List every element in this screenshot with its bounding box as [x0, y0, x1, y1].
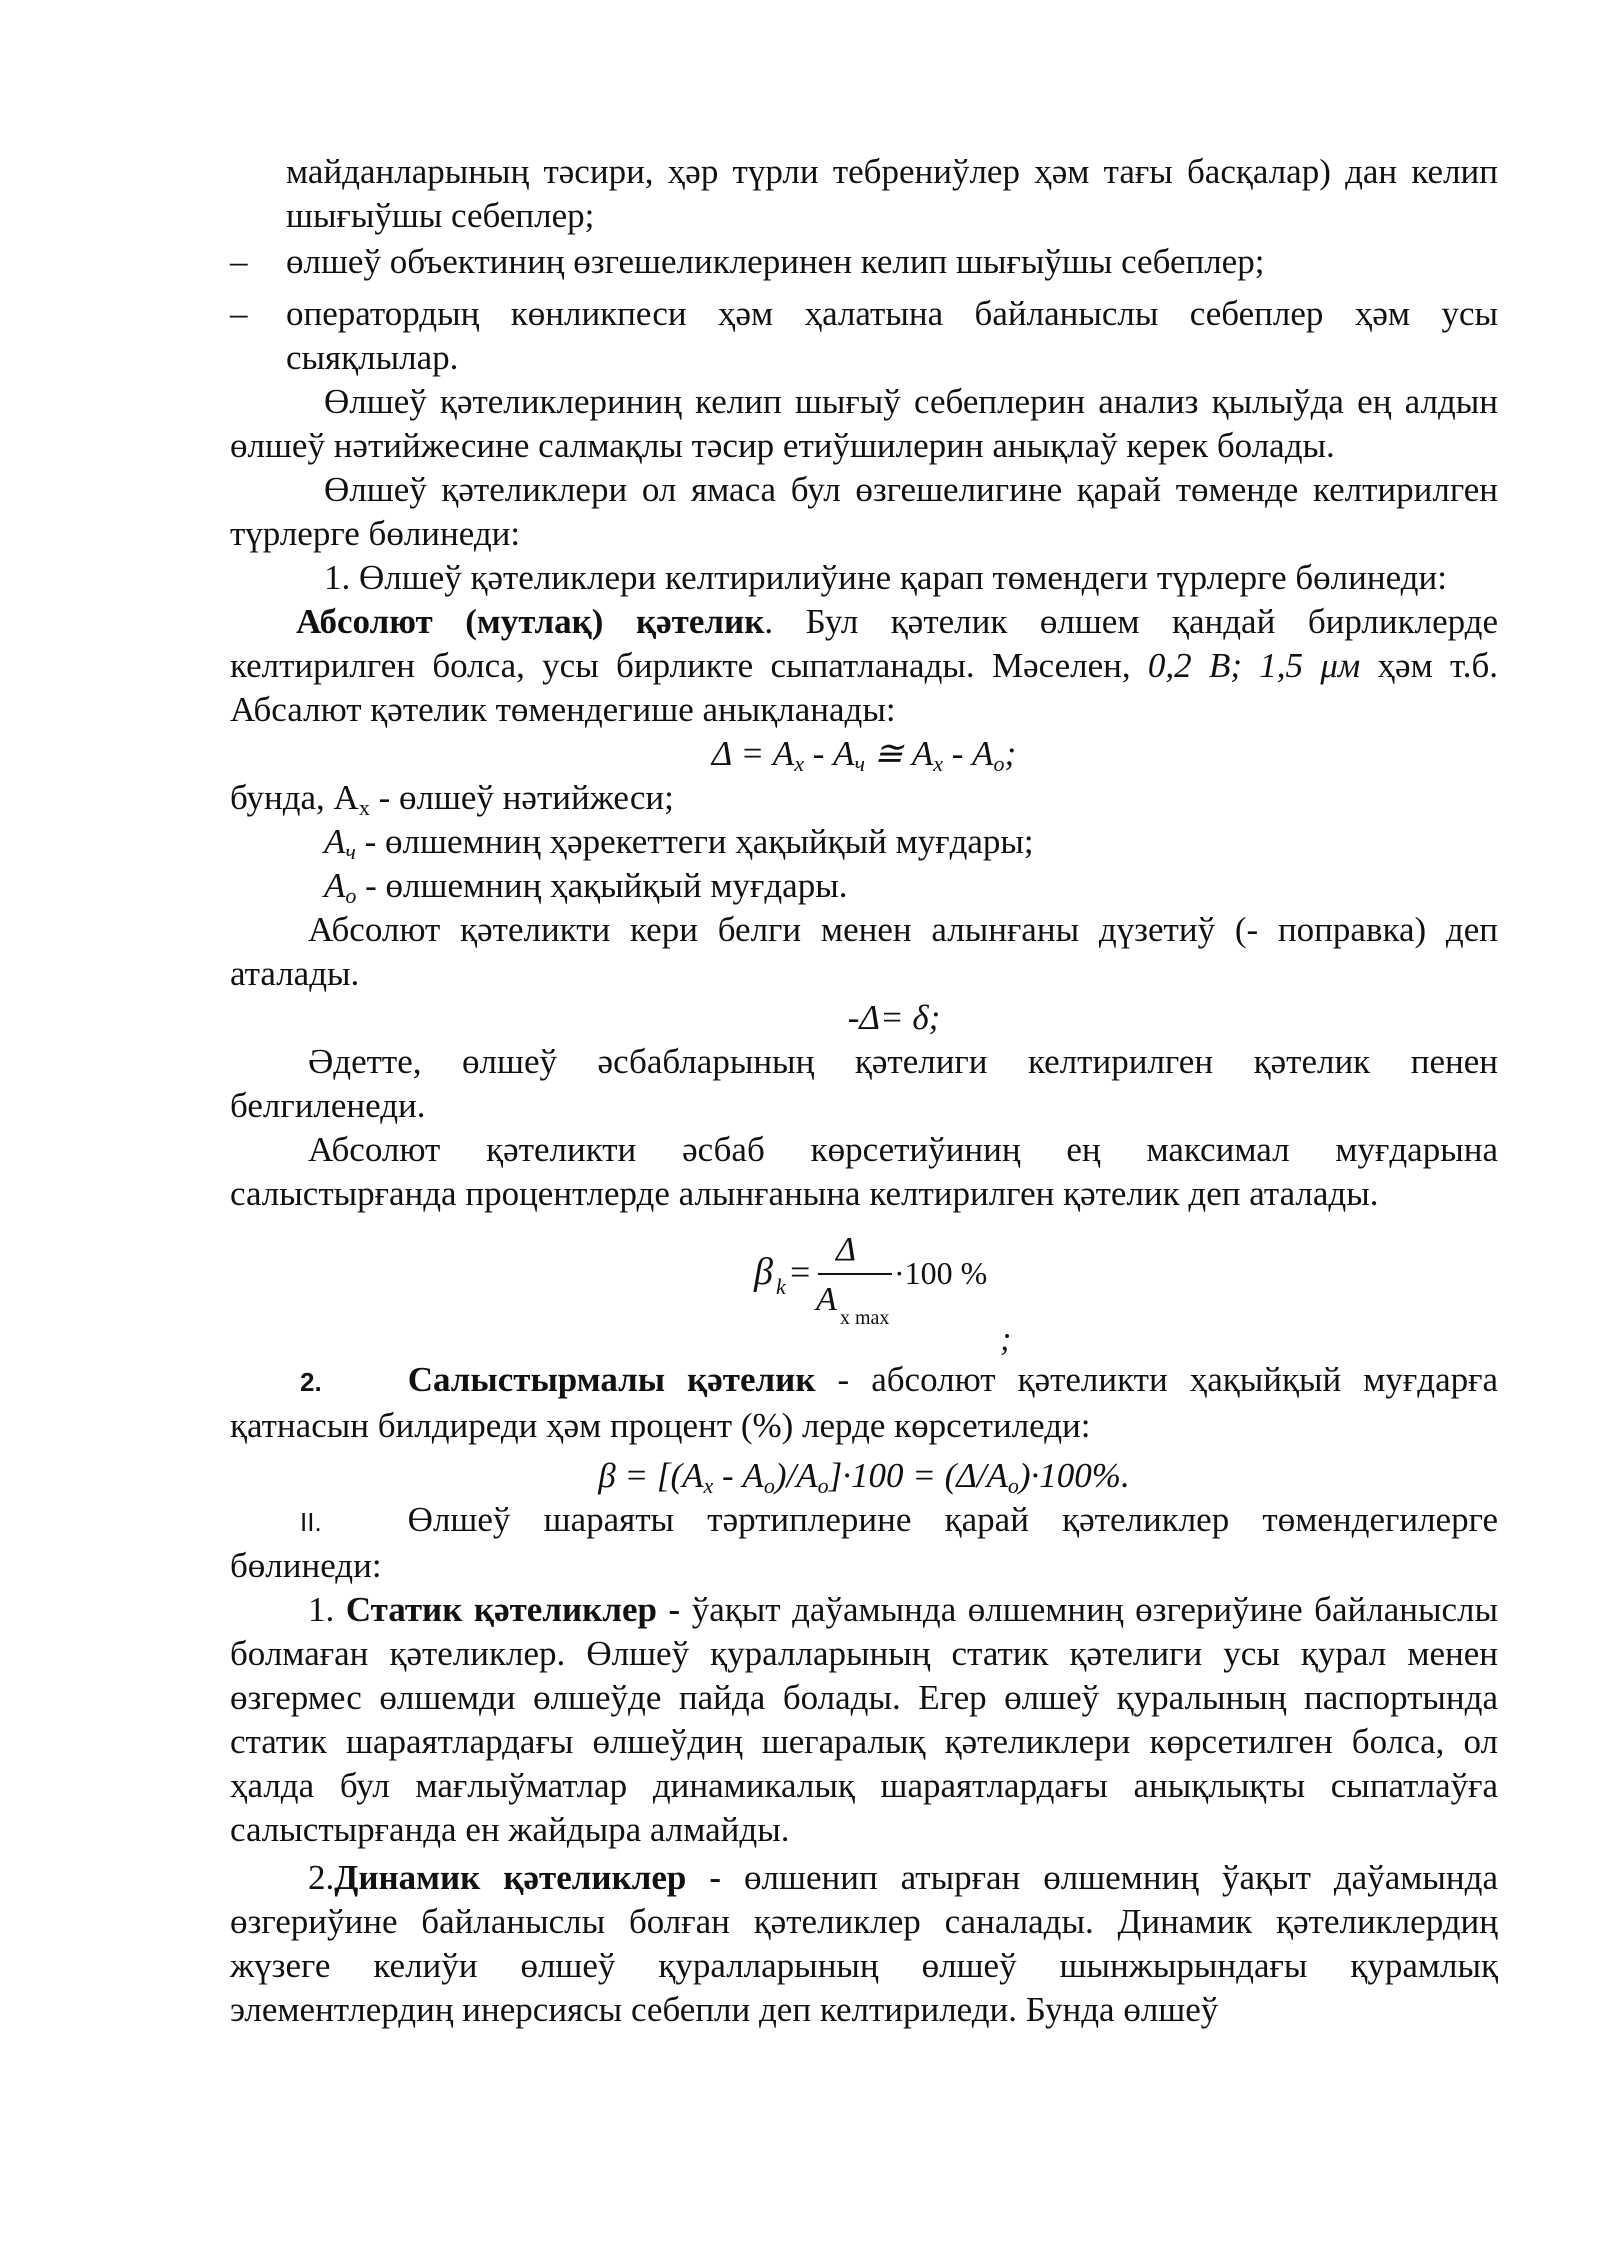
formula-part: ]·100 = (Δ/А: [828, 1456, 1008, 1495]
formula-sub: х: [358, 795, 370, 820]
text: ҳәм т.б. Абсалют қәтелик төмендегише анықланады:: [230, 646, 1499, 729]
term-absolute-error: Абсолют (мутлақ) қәтелик: [296, 602, 765, 641]
paragraph-usually: Әдетте, өлшеў әсбабларының қәтелиги келтирилген қәтелик пенен белгиленеди.: [230, 1042, 1498, 1125]
formula-part: ≅ А: [865, 734, 934, 773]
list-item: [230, 292, 1498, 380]
text: - өлшемниң ҳақыйқый муғдары.: [356, 866, 848, 905]
formula-part: - А: [713, 1456, 764, 1495]
formula-part: )/А: [774, 1456, 818, 1495]
formula-sub: о: [1007, 1473, 1019, 1498]
section-number: II.: [300, 1507, 322, 1537]
formula-relative-error: [230, 1454, 1498, 1498]
paragraph-types: Өлшеў қәтеликлери ол ямаса бул өзгешелигине қарай төменде келтирилген түрлерге бөлинеди:: [230, 470, 1498, 553]
paragraph-dynamic-errors: [230, 1856, 1498, 2032]
list-item: [230, 240, 1498, 284]
list-dash: –: [230, 242, 248, 281]
definition-ach: [230, 820, 1498, 864]
document-page: [230, 150, 1498, 2032]
formula-part: )·100%.: [1018, 1456, 1130, 1495]
formula-multiplier: ·100 %: [894, 1255, 988, 1291]
formula-denominator: A: [816, 1281, 837, 1318]
term-dynamic-errors: Динамик қәтеликлер -: [334, 1858, 722, 1897]
text: - абсолют қәтеликти ҳақыйқый муғдарға қатнасын билдиреди ҳәм процент (%) лерде көрсетиледи:: [230, 1360, 1498, 1445]
formula-sub: о: [763, 1473, 775, 1498]
example-units: 0,2 В; 1,5: [1147, 646, 1321, 685]
formula-equals: =: [790, 1252, 811, 1292]
term-relative-error: Салыстырмалы қәтелик: [407, 1360, 816, 1399]
list-item-text: оператордың көнликпеси ҳәм ҳалатына байланыслы себеплер ҳәм усы сыяқлылар.: [286, 294, 1498, 377]
symbol: А: [324, 866, 346, 905]
formula-sub: о: [817, 1473, 829, 1498]
item-number: 1.: [308, 1590, 346, 1629]
formula-sub: х: [703, 1473, 714, 1498]
text: ўақыт даўамында өлшемниң өзгериўине байланыслы болмаған қәтеликлер. Өлшеў қуралларының статик қәтелиги усы қурал менен өзгермес өлшемди өлшеўде пайда болады. Егер өлшеў қуралының паспортында статик шараятлардағы өлшеўдиң шегаралық қәтеликлери көрсетилген болса, ол ҳалда бул мағлыўматлар динамикалық шараятлардағы анықлықты сыпатлаўға салыстырғанда ен жайдыра алмайды.: [230, 1590, 1499, 1849]
list-item-text: өлшеў объектиниң өзгешеликлеринен келип шығыўшы себеплер;: [286, 242, 1265, 281]
formula-part: ;: [1004, 734, 1017, 773]
paragraph-correction: Абсолют қәтеликти кери белги менен алынғаны дүзетиў (- поправка) деп аталады.: [230, 910, 1498, 993]
formula-fraction-graphic: [750, 1224, 1030, 1358]
text: - өлшемниң ҳәрекеттеги ҳақыйқый муғдары;: [355, 822, 1034, 861]
text: өлшенип атырған өлшемниң ўақыт даўамында өзгериўине байланыслы болған қәтеликлер саналады. Динамик қәтеликлердиң жүзеге келиўи өлшеў қуралларының өлшеў шынжырындағы қурамлық элементлердиң инерсиясы себепли деп келтириледи. Бунда өлшеў: [230, 1858, 1498, 2029]
formula-sub: ч: [854, 751, 866, 776]
formula-beta: β: [754, 1251, 773, 1293]
example-micrometer: μм: [1320, 646, 1361, 685]
text: - өлшеў нәтийжеси;: [369, 778, 674, 817]
formula-part: β = [(А: [598, 1456, 704, 1495]
definition-ax: [230, 776, 1498, 820]
paragraph-item-1: 1. Өлшеў қәтеликлери келтирилиўине қарап төмендеги түрлерге бөлинеди:: [324, 558, 1447, 597]
term-static-errors: Статик қәтеликлер -: [345, 1590, 681, 1629]
item-number: 2.: [308, 1858, 335, 1897]
paragraph-analysis: Өлшеў қәтеликлериниң келип шығыў себеплерин анализ қылыўда ең алдын өлшеў нәтийжесине салмақлы тәсир етиўшилерин анықлаў керек болады.: [230, 382, 1498, 465]
list-dash: –: [230, 294, 248, 333]
formula-semicolon: ;: [1000, 1321, 1012, 1358]
formula-sub: ч: [345, 839, 356, 864]
definition-ao: [230, 864, 1498, 908]
paragraph-static-errors: [230, 1588, 1498, 1852]
paragraph-relative-error: [230, 1358, 1498, 1448]
item-number: 2.: [300, 1367, 322, 1397]
formula-absolute-error: [230, 732, 1498, 776]
paragraph-causes-continued: майданларының тәсири, ҳәр түрли тебрениўлер ҳәм тағы басқалар) дан келип шығыўшы себеплер;: [286, 152, 1498, 235]
paragraph-section-2: [230, 1498, 1498, 1588]
formula-denominator-sub: x max: [840, 1307, 890, 1329]
paragraph-absolute-error: [230, 600, 1498, 732]
formula-part: - А: [803, 734, 855, 773]
formula-sub-k: k: [776, 1274, 786, 1299]
formula-part: Δ = А: [711, 734, 795, 773]
formula-numerator: Δ: [836, 1231, 856, 1268]
paragraph-reduced-error: Абсолют қәтеликти әсбаб көрсетиўиниң ең максимал муғдарына салыстырғанда процентлерде алынғанына келтирилген қәтелик деп аталады.: [230, 1130, 1498, 1213]
text: . Бул қәтелик өлшем қандай бирликлерде келтирилген болса, усы бирликте сыпатланады. Мәселен,: [230, 602, 1498, 685]
formula-sub: х: [933, 751, 943, 776]
text: Өлшеў шараяты тәртиплерине қарай қәтеликлер төмендегилерге бөлинеди:: [230, 1500, 1498, 1585]
formula-sub: о: [993, 751, 1005, 776]
formula-reduced-error: [230, 1216, 1498, 1358]
formula-sub: х: [794, 751, 804, 776]
text: бунда, А: [230, 778, 359, 817]
formula-sub: о: [345, 883, 357, 908]
formula-correction: -Δ= δ;: [847, 998, 941, 1037]
symbol: А: [324, 822, 346, 861]
formula-part: - А: [943, 734, 994, 773]
